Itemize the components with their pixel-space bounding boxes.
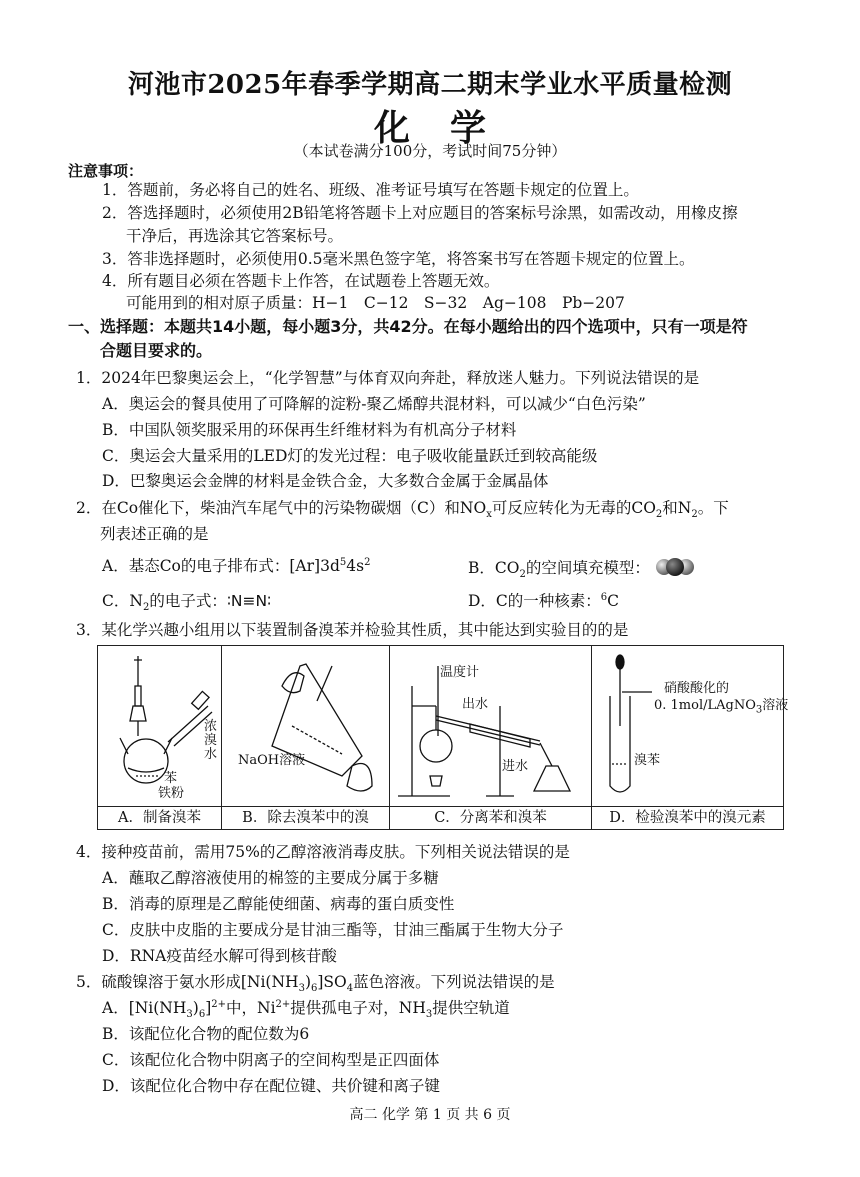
q4-option-d: D．RNA疫苗经水解可得到核苷酸 (102, 947, 337, 965)
notice-item-3: 3．答非选择题时，必须使用0.5毫米黑色签字笔，将答案书写在答题卡规定的位置上。 (102, 250, 695, 268)
notice-heading: 注意事项： (68, 162, 144, 180)
subject-title: 化学 (373, 107, 526, 149)
notice-item-2-cont: 干净后，再选涂其它答案标号。 (126, 227, 344, 245)
exam-title: 河池市2025年春季学期高二期末学业水平质量检测 (127, 70, 733, 100)
co2-space-filling-model-icon (655, 556, 695, 578)
label-water-out: 出水 (462, 697, 489, 712)
q3-stem: 3．某化学兴趣小组用以下装置制备溴苯并检验其性质，其中能达到实验目的的是 (76, 621, 629, 639)
page-footer: 高二 化学 第 1 页 共 6 页 (349, 1107, 511, 1123)
q1-option-a: A．奥运会的餐具使用了可降解的淀粉-聚乙烯醇共混材料，可以减少“白色污染” (102, 395, 646, 413)
q2-option-a: A．基态Co的电子排布式：$[Ar]3d^54s^2$ (102, 556, 371, 575)
q5-option-c: C．该配位化合物中阴离子的空间构型是正四面体 (102, 1051, 440, 1069)
q2-option-b: B．$CO_2$的空间填充模型： (468, 556, 695, 578)
notice-item-4: 4．所有题目必须在答题卡上作答，在试题卷上答题无效。 (102, 272, 500, 290)
q5-stem: 5．硫酸镍溶于氨水形成$[Ni(NH_3)_6]SO_4$蓝色溶液。下列说法错误的是 (76, 973, 555, 995)
label-thermometer: 温度计 (440, 665, 480, 680)
label-water-in: 进水 (502, 759, 529, 774)
notice-item-2: 2．答选择题时，必须使用2B铅笔将答题卡上对应题目的答案标号涂黑，如需改动，用橡皮擦 (102, 204, 738, 222)
q4-option-b: B．消毒的原理是乙醇能使细菌、病毒的蛋白质变性 (102, 895, 455, 913)
label-iron: 铁粉 (158, 786, 185, 801)
label-naoh: NaOH溶液 (238, 753, 306, 768)
q1-option-c: C．奥运会大量采用的LED灯的发光过程：电子吸收能量跃迁到较高能级 (102, 447, 598, 465)
distillation-diagram (390, 646, 592, 806)
notice-item-1: 1．答题前，务必将自己的姓名、班级、准考证号填写在答题卡规定的位置上。 (102, 181, 639, 199)
label-reagent-line1: 硝酸酸化的 (664, 681, 730, 696)
q1-option-d: D．巴黎奥运会金牌的材料是金铁合金，大多数合金属于金属晶体 (102, 472, 549, 490)
q5-option-b: B．该配位化合物的配位数为6 (102, 1025, 310, 1043)
apparatus-figure (97, 645, 789, 830)
apparatus-d (592, 646, 789, 829)
q5-option-a: A．$[Ni(NH_3)_6]^{2+}$中，$Ni^{2+}$提供孤电子对，$NH_3$提供空轨道 (102, 998, 510, 1021)
separatory-funnel-diagram (222, 646, 390, 806)
apparatus-b (222, 646, 390, 829)
q2-option-d: D．C的一种核素：$^6$C (468, 591, 620, 610)
q5-option-d: D．该配位化合物中存在配位键、共价键和离子键 (102, 1077, 440, 1095)
q4-option-c: C．皮肤中皮脂的主要成分是甘油三酯等，甘油三酯属于生物大分子 (102, 921, 564, 939)
exam-info: （本试卷满分100分，考试时间75分钟） (293, 142, 567, 160)
caption-b: B．除去溴苯中的溴 (222, 806, 389, 829)
label-bromobenzene: 溴苯 (634, 753, 661, 768)
q4-stem: 4．接种疫苗前，需用75%的乙醇溶液消毒皮肤。下列相关说法错误的是 (76, 843, 570, 861)
test-tube-diagram (592, 646, 783, 806)
apparatus-a (98, 646, 222, 829)
caption-c: C．分离苯和溴苯 (390, 806, 591, 829)
label-benzene: 苯 (164, 771, 178, 786)
caption-a: A．制备溴苯 (98, 806, 221, 829)
section-heading-cont: 合题目要求的。 (100, 341, 213, 360)
q1-stem: 1．2024年巴黎奥运会上，“化学智慧”与体育双向奔赴，释放迷人魅力。下列说法错误的是 (76, 369, 700, 387)
q4-option-a: A．蘸取乙醇溶液使用的棉签的主要成分属于多糖 (102, 869, 439, 887)
q2-stem: 2．在Co催化下，柴油汽车尾气中的污染物碳烟（C）和$NO_x$可反应转化为无毒的$CO_2$和$N_2$。下 (76, 499, 729, 521)
atomic-masses: 可能用到的相对原子质量：H−1 C−12 S−32 Ag−108 Pb−207 (126, 294, 625, 312)
q1-option-b: B．中国队领奖服采用的环保再生纤维材料为有机高分子材料 (102, 421, 517, 439)
section-heading: 一、选择题：本题共14小题，每小题3分，共42分。在每小题给出的四个选项中，只有一项是符 (68, 317, 748, 336)
label-bromine-water: 浓溴水 (204, 719, 218, 762)
q2-option-c: C．$N_2$的电子式：∶N≡N∶ (102, 592, 272, 614)
caption-d: D．检验溴苯中的溴元素 (592, 806, 783, 829)
label-reagent-line2: 0. 1mol/LAgNO$_3$溶液 (654, 698, 789, 716)
apparatus-c (390, 646, 592, 829)
q2-stem-cont: 列表述正确的是 (100, 525, 209, 543)
